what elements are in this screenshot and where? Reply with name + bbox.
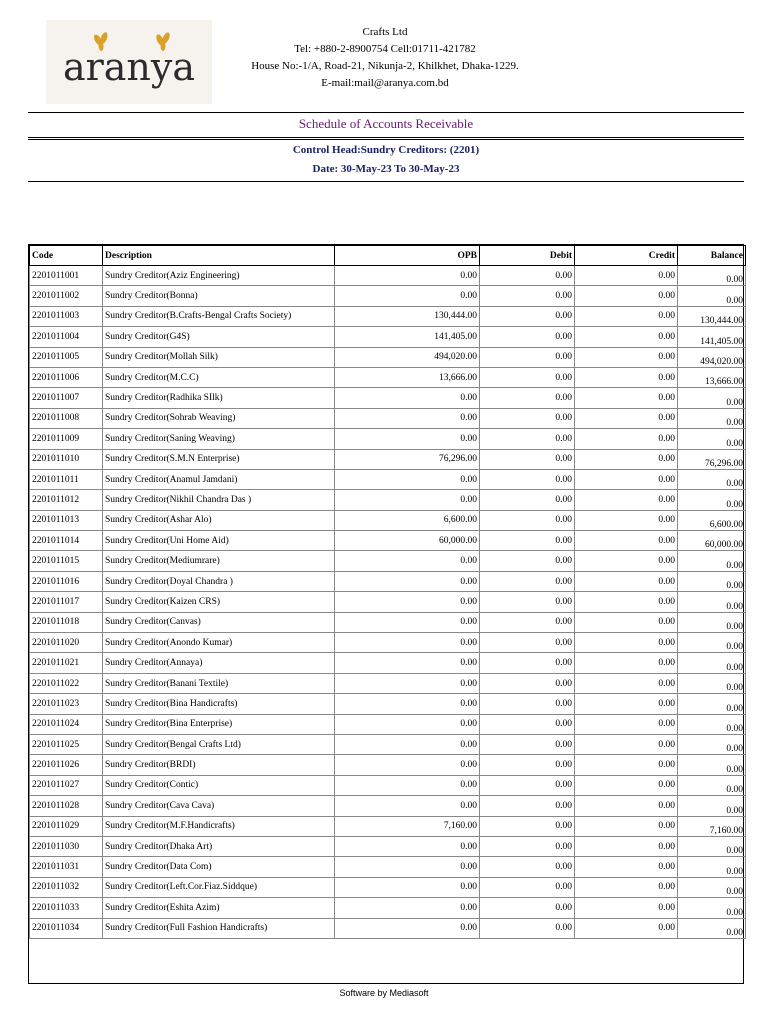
- col-description: Description: [103, 246, 335, 266]
- table-row: [30, 714, 746, 734]
- header-rule: [28, 112, 744, 113]
- cell-description: Sundry Creditor(Full Fashion Handicrafts): [103, 918, 335, 938]
- cell-balance: 141,405.00: [678, 327, 746, 347]
- cell-description: Sundry Creditor(Annaya): [103, 653, 335, 673]
- cell-credit: 0.00: [575, 816, 678, 836]
- cell-description: Sundry Creditor(Uni Home Aid): [103, 531, 335, 551]
- cell-opb: 0.00: [335, 571, 480, 591]
- cell-debit: 0.00: [480, 347, 575, 367]
- cell-credit: 0.00: [575, 286, 678, 306]
- cell-description: Sundry Creditor(Nikhil Chandra Das ): [103, 490, 335, 510]
- cell-balance: 0.00: [678, 571, 746, 591]
- col-debit: Debit: [480, 246, 575, 266]
- cell-credit: 0.00: [575, 673, 678, 693]
- cell-code: 2201011006: [30, 367, 103, 387]
- table-row: [30, 734, 746, 754]
- cell-debit: 0.00: [480, 673, 575, 693]
- cell-debit: 0.00: [480, 877, 575, 897]
- cell-description: Sundry Creditor(Left.Cor.Fiaz.Siddque): [103, 877, 335, 897]
- cell-debit: 0.00: [480, 775, 575, 795]
- cell-opb: 13,666.00: [335, 367, 480, 387]
- cell-debit: 0.00: [480, 734, 575, 754]
- cell-opb: 0.00: [335, 898, 480, 918]
- cell-opb: 494,020.00: [335, 347, 480, 367]
- cell-balance: 0.00: [678, 694, 746, 714]
- cell-balance: 0.00: [678, 612, 746, 632]
- cell-balance: 0.00: [678, 898, 746, 918]
- cell-code: 2201011029: [30, 816, 103, 836]
- cell-opb: 0.00: [335, 633, 480, 653]
- table-row: [30, 653, 746, 673]
- cell-code: 2201011011: [30, 469, 103, 489]
- cell-credit: 0.00: [575, 775, 678, 795]
- title-double-rule: [28, 137, 744, 140]
- cell-debit: 0.00: [480, 286, 575, 306]
- cell-opb: 0.00: [335, 857, 480, 877]
- cell-description: Sundry Creditor(Mollah Silk): [103, 347, 335, 367]
- cell-description: Sundry Creditor(Anamul Jamdani): [103, 469, 335, 489]
- cell-credit: 0.00: [575, 306, 678, 326]
- cell-balance: 13,666.00: [678, 367, 746, 387]
- cell-credit: 0.00: [575, 429, 678, 449]
- cell-credit: 0.00: [575, 408, 678, 428]
- cell-balance: 0.00: [678, 633, 746, 653]
- cell-debit: 0.00: [480, 612, 575, 632]
- cell-balance: 0.00: [678, 490, 746, 510]
- cell-balance: 0.00: [678, 408, 746, 428]
- table-row: [30, 755, 746, 775]
- cell-credit: 0.00: [575, 877, 678, 897]
- cell-credit: 0.00: [575, 653, 678, 673]
- table-row: [30, 877, 746, 897]
- cell-code: 2201011004: [30, 327, 103, 347]
- cell-debit: 0.00: [480, 469, 575, 489]
- cell-code: 2201011001: [30, 266, 103, 286]
- cell-description: Sundry Creditor(M.C.C): [103, 367, 335, 387]
- cell-code: 2201011027: [30, 775, 103, 795]
- cell-balance: 0.00: [678, 734, 746, 754]
- cell-credit: 0.00: [575, 367, 678, 387]
- cell-code: 2201011034: [30, 918, 103, 938]
- cell-code: 2201011033: [30, 898, 103, 918]
- cell-opb: 0.00: [335, 266, 480, 286]
- cell-credit: 0.00: [575, 857, 678, 877]
- cell-balance: 0.00: [678, 714, 746, 734]
- cell-description: Sundry Creditor(Eshita Azim): [103, 898, 335, 918]
- cell-credit: 0.00: [575, 612, 678, 632]
- cell-opb: 7,160.00: [335, 816, 480, 836]
- table-row: [30, 612, 746, 632]
- cell-credit: 0.00: [575, 327, 678, 347]
- table-row: [30, 816, 746, 836]
- cell-credit: 0.00: [575, 734, 678, 754]
- cell-code: 2201011023: [30, 694, 103, 714]
- cell-code: 2201011008: [30, 408, 103, 428]
- company-email: E-mail:mail@aranya.com.bd: [321, 77, 449, 89]
- company-name: Crafts Ltd: [362, 26, 408, 38]
- cell-debit: 0.00: [480, 408, 575, 428]
- cell-description: Sundry Creditor(Cava Cava): [103, 796, 335, 816]
- cell-debit: 0.00: [480, 755, 575, 775]
- cell-description: Sundry Creditor(S.M.N Enterprise): [103, 449, 335, 469]
- company-logo: [46, 20, 212, 104]
- cell-opb: 0.00: [335, 469, 480, 489]
- cell-balance: 0.00: [678, 673, 746, 693]
- subtitle-rule: [28, 181, 744, 182]
- table-row: [30, 469, 746, 489]
- cell-debit: 0.00: [480, 653, 575, 673]
- cell-balance: 0.00: [678, 653, 746, 673]
- cell-description: Sundry Creditor(Bina Enterprise): [103, 714, 335, 734]
- cell-opb: 0.00: [335, 673, 480, 693]
- cell-code: 2201011025: [30, 734, 103, 754]
- cell-opb: 0.00: [335, 775, 480, 795]
- cell-code: 2201011017: [30, 592, 103, 612]
- cell-opb: 0.00: [335, 836, 480, 856]
- table-body: [30, 266, 746, 939]
- cell-balance: 6,600.00: [678, 510, 746, 530]
- cell-credit: 0.00: [575, 592, 678, 612]
- cell-code: 2201011016: [30, 571, 103, 591]
- cell-debit: 0.00: [480, 531, 575, 551]
- cell-opb: 0.00: [335, 551, 480, 571]
- cell-code: 2201011013: [30, 510, 103, 530]
- cell-opb: 0.00: [335, 388, 480, 408]
- cell-description: Sundry Creditor(BRDI): [103, 755, 335, 775]
- table-row: [30, 857, 746, 877]
- cell-opb: 0.00: [335, 592, 480, 612]
- table-row: [30, 490, 746, 510]
- cell-credit: 0.00: [575, 388, 678, 408]
- cell-credit: 0.00: [575, 469, 678, 489]
- cell-debit: 0.00: [480, 714, 575, 734]
- cell-debit: 0.00: [480, 266, 575, 286]
- table-row: [30, 266, 746, 286]
- cell-credit: 0.00: [575, 796, 678, 816]
- table-row: [30, 694, 746, 714]
- cell-code: 2201011007: [30, 388, 103, 408]
- table-row: [30, 796, 746, 816]
- cell-debit: 0.00: [480, 796, 575, 816]
- company-address: House No:-1/A, Road-21, Nikunja-2, Khilkhet, Dhaka-1229.: [251, 60, 519, 72]
- cell-code: 2201011009: [30, 429, 103, 449]
- cell-code: 2201011024: [30, 714, 103, 734]
- company-phone: Tel: +880-2-8900754 Cell:01711-421782: [294, 43, 476, 55]
- cell-balance: 0.00: [678, 918, 746, 938]
- cell-opb: 0.00: [335, 490, 480, 510]
- footer-credit: Software by Mediasoft: [339, 988, 429, 998]
- cell-debit: 0.00: [480, 898, 575, 918]
- aranya-logo-icon: [46, 20, 212, 104]
- cell-description: Sundry Creditor(Banani Textile): [103, 673, 335, 693]
- cell-debit: 0.00: [480, 306, 575, 326]
- table-row: [30, 367, 746, 387]
- cell-debit: 0.00: [480, 327, 575, 347]
- company-info: [230, 24, 540, 92]
- cell-opb: 0.00: [335, 653, 480, 673]
- table-row: [30, 347, 746, 367]
- cell-description: Sundry Creditor(M.F.Handicrafts): [103, 816, 335, 836]
- table-row: [30, 408, 746, 428]
- table-row: [30, 286, 746, 306]
- cell-code: 2201011028: [30, 796, 103, 816]
- date-range: Date: 30-May-23 To 30-May-23: [312, 163, 460, 175]
- cell-credit: 0.00: [575, 714, 678, 734]
- cell-code: 2201011018: [30, 612, 103, 632]
- cell-description: Sundry Creditor(Bengal Crafts Ltd): [103, 734, 335, 754]
- cell-opb: 0.00: [335, 286, 480, 306]
- cell-opb: 141,405.00: [335, 327, 480, 347]
- cell-credit: 0.00: [575, 490, 678, 510]
- cell-balance: 0.00: [678, 857, 746, 877]
- cell-description: Sundry Creditor(Dhaka Art): [103, 836, 335, 856]
- cell-balance: 0.00: [678, 551, 746, 571]
- table-row: [30, 531, 746, 551]
- cell-credit: 0.00: [575, 755, 678, 775]
- table-row: [30, 898, 746, 918]
- cell-balance: 0.00: [678, 592, 746, 612]
- col-credit: Credit: [575, 246, 678, 266]
- logo-wordmark: aranya: [62, 45, 196, 89]
- cell-code: 2201011032: [30, 877, 103, 897]
- cell-code: 2201011012: [30, 490, 103, 510]
- table-row: [30, 775, 746, 795]
- cell-description: Sundry Creditor(Ashar Alo): [103, 510, 335, 530]
- cell-description: Sundry Creditor(Aziz Engineering): [103, 266, 335, 286]
- cell-balance: 0.00: [678, 286, 746, 306]
- cell-debit: 0.00: [480, 551, 575, 571]
- cell-opb: 0.00: [335, 694, 480, 714]
- cell-debit: 0.00: [480, 449, 575, 469]
- cell-balance: 7,160.00: [678, 816, 746, 836]
- control-head: Control Head:Sundry Creditors: (2201): [292, 144, 480, 156]
- cell-debit: 0.00: [480, 490, 575, 510]
- cell-debit: 0.00: [480, 816, 575, 836]
- cell-description: Sundry Creditor(B.Crafts-Bengal Crafts Society): [103, 306, 335, 326]
- cell-balance: 76,296.00: [678, 449, 746, 469]
- cell-debit: 0.00: [480, 429, 575, 449]
- col-code: Code: [30, 246, 103, 266]
- cell-opb: 0.00: [335, 408, 480, 428]
- table-row: [30, 429, 746, 449]
- cell-description: Sundry Creditor(Anondo Kumar): [103, 633, 335, 653]
- table-row: [30, 836, 746, 856]
- cell-opb: 0.00: [335, 612, 480, 632]
- cell-credit: 0.00: [575, 898, 678, 918]
- report-title: Schedule of Accounts Receivable: [298, 116, 474, 131]
- cell-description: Sundry Creditor(Canvas): [103, 612, 335, 632]
- cell-opb: 0.00: [335, 877, 480, 897]
- cell-credit: 0.00: [575, 449, 678, 469]
- cell-code: 2201011026: [30, 755, 103, 775]
- cell-credit: 0.00: [575, 571, 678, 591]
- cell-balance: 0.00: [678, 877, 746, 897]
- cell-balance: 60,000.00: [678, 531, 746, 551]
- cell-description: Sundry Creditor(Saning Weaving): [103, 429, 335, 449]
- cell-opb: 6,600.00: [335, 510, 480, 530]
- cell-opb: 0.00: [335, 755, 480, 775]
- table-row: [30, 551, 746, 571]
- table-row: [30, 388, 746, 408]
- cell-code: 2201011022: [30, 673, 103, 693]
- table-row: [30, 510, 746, 530]
- col-opb: OPB: [335, 246, 480, 266]
- cell-credit: 0.00: [575, 510, 678, 530]
- cell-balance: 0.00: [678, 266, 746, 286]
- cell-opb: 0.00: [335, 796, 480, 816]
- cell-debit: 0.00: [480, 367, 575, 387]
- cell-opb: 130,444.00: [335, 306, 480, 326]
- cell-balance: 0.00: [678, 775, 746, 795]
- table-row: [30, 306, 746, 326]
- table-row: [30, 633, 746, 653]
- col-balance: Balance: [678, 246, 746, 266]
- receivables-table: [28, 244, 744, 984]
- cell-description: Sundry Creditor(Mediumrare): [103, 551, 335, 571]
- cell-code: 2201011002: [30, 286, 103, 306]
- cell-code: 2201011003: [30, 306, 103, 326]
- cell-code: 2201011005: [30, 347, 103, 367]
- cell-opb: 60,000.00: [335, 531, 480, 551]
- cell-debit: 0.00: [480, 388, 575, 408]
- cell-debit: 0.00: [480, 510, 575, 530]
- cell-description: Sundry Creditor(Doyal Chandra ): [103, 571, 335, 591]
- cell-credit: 0.00: [575, 836, 678, 856]
- cell-balance: 0.00: [678, 469, 746, 489]
- table-row: [30, 592, 746, 612]
- cell-code: 2201011010: [30, 449, 103, 469]
- table-row: [30, 449, 746, 469]
- cell-description: Sundry Creditor(Data Com): [103, 857, 335, 877]
- cell-description: Sundry Creditor(Kaizen CRS): [103, 592, 335, 612]
- cell-code: 2201011031: [30, 857, 103, 877]
- cell-balance: 0.00: [678, 836, 746, 856]
- table-row: [30, 673, 746, 693]
- cell-opb: 0.00: [335, 918, 480, 938]
- cell-opb: 0.00: [335, 429, 480, 449]
- cell-description: Sundry Creditor(Radhika SIlk): [103, 388, 335, 408]
- cell-code: 2201011021: [30, 653, 103, 673]
- cell-credit: 0.00: [575, 347, 678, 367]
- cell-debit: 0.00: [480, 857, 575, 877]
- cell-description: Sundry Creditor(Bonna): [103, 286, 335, 306]
- cell-credit: 0.00: [575, 918, 678, 938]
- cell-debit: 0.00: [480, 592, 575, 612]
- cell-balance: 130,444.00: [678, 306, 746, 326]
- cell-code: 2201011014: [30, 531, 103, 551]
- table-row: [30, 918, 746, 938]
- cell-description: Sundry Creditor(G4S): [103, 327, 335, 347]
- cell-debit: 0.00: [480, 694, 575, 714]
- cell-opb: 0.00: [335, 714, 480, 734]
- cell-code: 2201011020: [30, 633, 103, 653]
- table-header-row: [30, 246, 746, 266]
- cell-balance: 494,020.00: [678, 347, 746, 367]
- table-row: [30, 571, 746, 591]
- cell-debit: 0.00: [480, 571, 575, 591]
- cell-description: Sundry Creditor(Sohrab Weaving): [103, 408, 335, 428]
- cell-credit: 0.00: [575, 551, 678, 571]
- cell-code: 2201011015: [30, 551, 103, 571]
- cell-balance: 0.00: [678, 429, 746, 449]
- cell-opb: 76,296.00: [335, 449, 480, 469]
- cell-debit: 0.00: [480, 918, 575, 938]
- cell-description: Sundry Creditor(Contic): [103, 775, 335, 795]
- cell-credit: 0.00: [575, 266, 678, 286]
- cell-credit: 0.00: [575, 633, 678, 653]
- cell-balance: 0.00: [678, 755, 746, 775]
- cell-description: Sundry Creditor(Bina Handicrafts): [103, 694, 335, 714]
- cell-opb: 0.00: [335, 734, 480, 754]
- cell-credit: 0.00: [575, 531, 678, 551]
- table-row: [30, 327, 746, 347]
- cell-debit: 0.00: [480, 633, 575, 653]
- cell-balance: 0.00: [678, 388, 746, 408]
- cell-credit: 0.00: [575, 694, 678, 714]
- cell-code: 2201011030: [30, 836, 103, 856]
- cell-debit: 0.00: [480, 836, 575, 856]
- cell-balance: 0.00: [678, 796, 746, 816]
